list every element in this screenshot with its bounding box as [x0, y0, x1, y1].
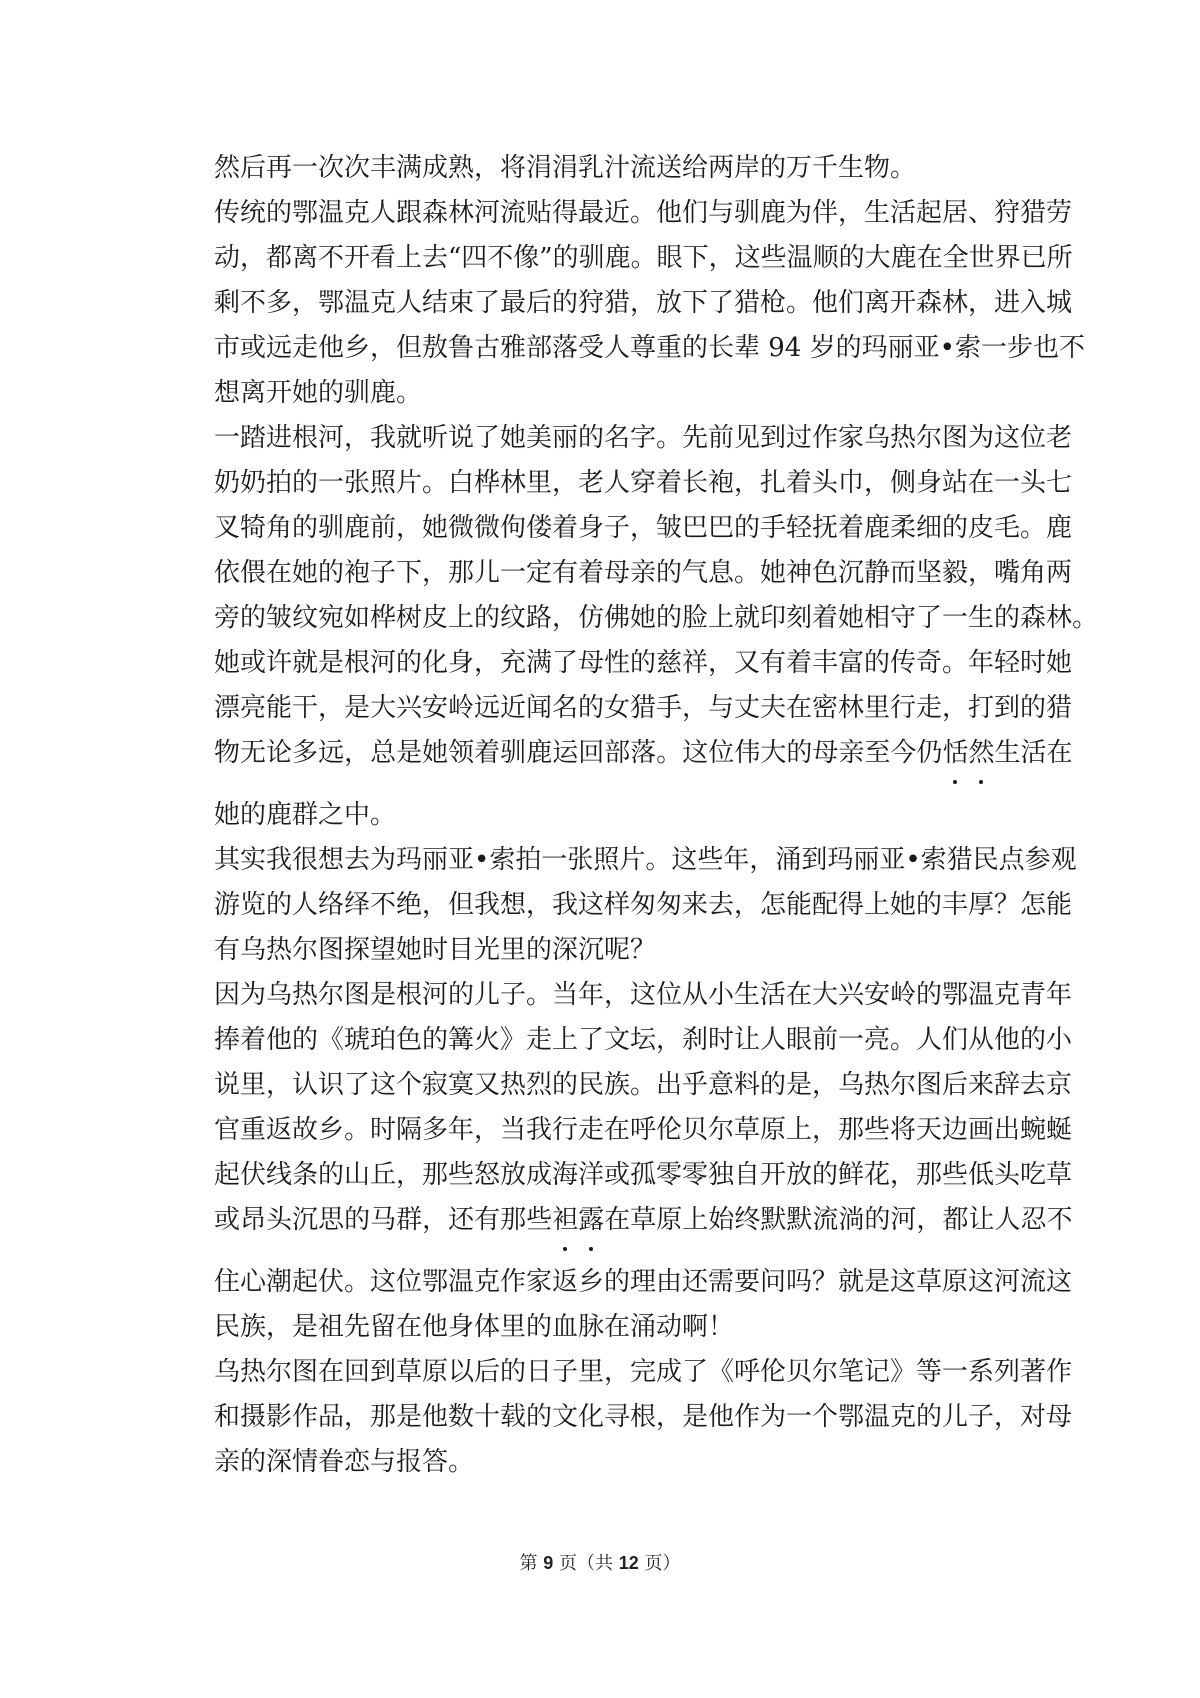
text-line: 动，都离不开看上去“四不像”的驯鹿。眼下，这些温顺的大鹿在全世界已所 [214, 243, 1073, 273]
body-text [214, 146, 1099, 1485]
text-line: 和摄影作品，那是他数十载的文化寻根，是他作为一个鄂温克的儿子，对母 [214, 1402, 1073, 1432]
text-line: 有乌热尔图探望她时目光里的深沉呢？ [214, 935, 657, 965]
text-line: 亲的深情眷恋与报答。 [214, 1447, 475, 1477]
text-line: 旁的皱纹宛如桦树皮上的纹路，仿佛她的脸上就印刻着她相守了一生的森林。 [214, 603, 1099, 633]
footer-middle: 页（共 [553, 1553, 619, 1574]
text-line: 奶奶拍的一张照片。白桦林里，老人穿着长袍，扎着头巾，侧身站在一头七 [214, 468, 1073, 498]
text-line: 官重返故乡。时隔多年，当我行走在呼伦贝尔草原上，那些将天边画出蜿蜒 [214, 1115, 1073, 1145]
text-line-emphasis-tanlu: 或昂头沉思的马群，还有那些袒露在草原上始终默默流淌的河，都让人忍不 [214, 1198, 1026, 1260]
page-number: 9 [543, 1553, 554, 1573]
emphasis-dot-char: 然 [968, 731, 994, 776]
text-line: 漂亮能干，是大兴安岭远近闻名的女猎手，与丈夫在密林里行走，打到的猎 [214, 693, 1073, 723]
footer-prefix: 第 [519, 1553, 544, 1574]
text-line-emphasis-tian: 物无论多远，总是她领着驯鹿运回部落。这位伟大的母亲至今仍恬然生活在 [214, 731, 1026, 793]
text-line: 剩不多，鄂温克人结束了最后的狩猎，放下了猎枪。他们离开森林，进入城 [214, 288, 1073, 318]
emphasis-dot-char: 恬 [942, 731, 968, 776]
text-line: 乌热尔图在回到草原以后的日子里，完成了《呼伦贝尔笔记》等一系列著作 [214, 1357, 1073, 1387]
text-line: 然后再一次次丰满成熟，将涓涓乳汁流送给两岸的万千生物。 [214, 153, 917, 183]
text-line: 民族，是祖先留在他身体里的血脉在涌动啊！ [214, 1312, 735, 1342]
text-line: 市或远走他乡，但敖鲁古雅部落受人尊重的长辈 94 岁的玛丽亚•索一步也不 [214, 333, 1085, 363]
text-line: 一踏进根河，我就听说了她美丽的名字。先前见到过作家乌热尔图为这位老 [214, 423, 1073, 453]
text-line: 叉犄角的驯鹿前，她微微佝偻着身子，皱巴巴的手轻抚着鹿柔细的皮毛。鹿 [214, 513, 1073, 543]
text-line: 传统的鄂温克人跟森林河流贴得最近。他们与驯鹿为伴，生活起居、狩猎劳 [214, 198, 1073, 228]
text-line: 因为乌热尔图是根河的儿子。当年，这位从小生活在大兴安岭的鄂温克青年 [214, 980, 1073, 1010]
page-total: 12 [618, 1553, 639, 1573]
text-line: 她或许就是根河的化身，充满了母性的慈祥，又有着丰富的传奇。年轻时她 [214, 648, 1073, 678]
footer-suffix: 页） [638, 1553, 681, 1574]
text-line: 其实我很想去为玛丽亚•索拍一张照片。这些年，涌到玛丽亚•索猎民点参观 [214, 845, 1077, 875]
page-footer [0, 1549, 1200, 1575]
emphasis-dot-char: 露 [578, 1198, 604, 1243]
text-line: 说里，认识了这个寂寞又热烈的民族。出乎意料的是，乌热尔图后来辞去京 [214, 1070, 1073, 1100]
text-line: 依偎在她的袍子下，那儿一定有着母亲的气息。她神色沉静而坚毅，嘴角两 [214, 558, 1073, 588]
emphasis-dot-char: 袒 [552, 1198, 578, 1243]
text-line: 想离开她的驯鹿。 [214, 378, 423, 408]
text-line: 她的鹿群之中。 [214, 800, 397, 830]
text-line: 捧着他的《琥珀色的篝火》走上了文坛，刹时让人眼前一亮。人们从他的小 [214, 1025, 1073, 1055]
text-line: 起伏线条的山丘，那些怒放成海洋或孤零零独自开放的鲜花，那些低头吃草 [214, 1160, 1073, 1190]
text-line: 住心潮起伏。这位鄂温克作家返乡的理由还需要问吗？就是这草原这河流这 [214, 1267, 1073, 1297]
text-line: 游览的人络绎不绝，但我想，我这样匆匆来去，怎能配得上她的丰厚？怎能 [214, 890, 1073, 920]
